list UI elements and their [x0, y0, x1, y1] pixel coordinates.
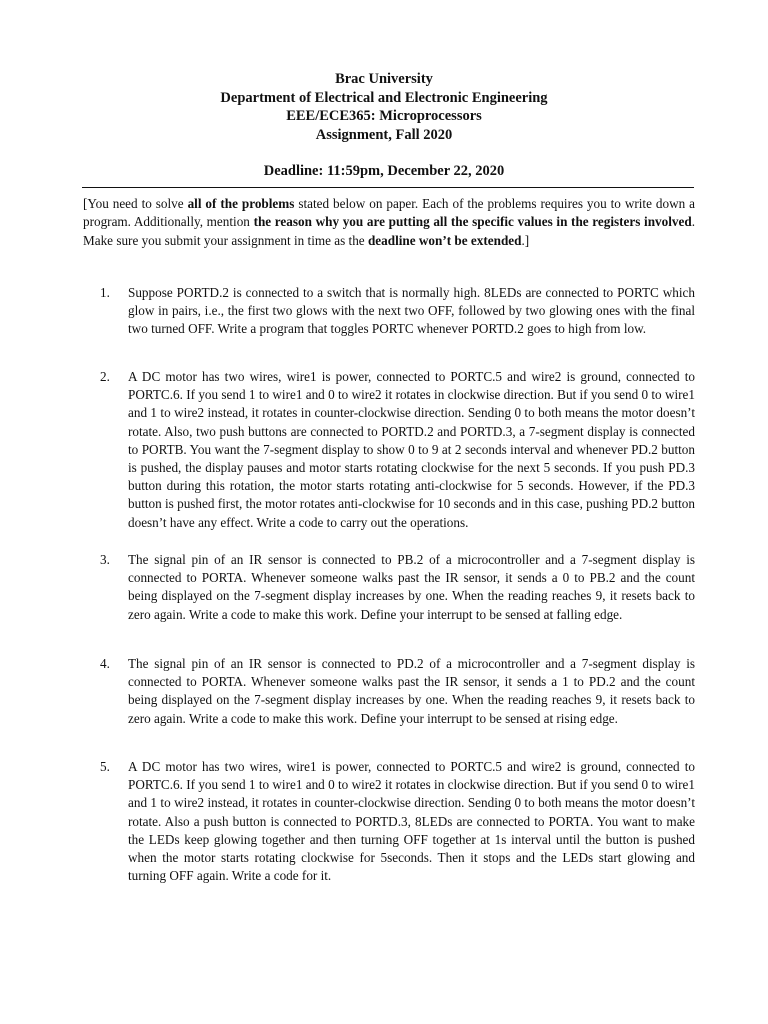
- university-name: Brac University: [335, 71, 433, 87]
- assignment-title: Assignment, Fall 2020: [315, 126, 453, 143]
- problem-text: A DC motor has two wires, wire1 is power, connected to PORTC.5 and wire2 is ground, connected to PORTC.6. If you send 1 to wire1 and 0 to wire2 it rotates in clockwise direction. But if you send 0 to wire1 and 1 to wire2 instead, it rotates in counter-clockwise direction. Sending 0 to both means the motor doesn’t rotate. Also, two push buttons are connected to PORTD.2 and PORTD.3, a 7-segment display is connected to PORTB. You want the 7-segment display to show 0 to 9 at 2 seconds interval and whenever PD.2 button is pushed, the display pauses and motor starts rotating clockwise for the next 5 seconds. If you push PD.3 button during this rotation, the motor starts rotating anti-clockwise for 5 seconds. However, if the PD.3 button is pushed first, the motor rotates anti-clockwise for 10 seconds and in this case, pushing PD.2 button doesn’t have any effect. Write a code to carry out the operations.: [128, 369, 695, 530]
- problem-number: 2.: [100, 369, 110, 384]
- problem-number: 5.: [100, 759, 110, 774]
- problem-item: [100, 655, 695, 728]
- problem-number: 4.: [100, 656, 110, 671]
- problem-item: [100, 368, 695, 532]
- problem-item: [100, 551, 695, 624]
- problem-text: The signal pin of an IR sensor is connected to PB.2 of a microcontroller and a 7-segment display is connected to PORTA. Whenever someone walks past the IR sensor, it sends a 0 to PB.2 and the count being displayed on the 7-segment display increases by one. When the reading reaches 9, it resets back to zero again. Write a code to make this work. Define your interrupt to be sensed at falling edge.: [128, 552, 695, 622]
- deadline-line: Deadline: 11:59pm, December 22, 2020: [263, 163, 505, 179]
- course-title: EEE/ECE365: Microprocessors: [286, 108, 482, 124]
- intro-text-3: . Make sure you submit your assignment in time as the: [83, 214, 695, 248]
- problem-item: [100, 284, 695, 339]
- intro-text-4: .]: [521, 232, 530, 248]
- intro-bold-2: the reason why you are putting all the specific values in the registers involved: [253, 214, 692, 230]
- intro-bold-1: all of the problems: [187, 196, 295, 211]
- intro-text-1: [You need to solve: [83, 196, 188, 211]
- problem-text: The signal pin of an IR sensor is connected to PD.2 of a microcontroller and a 7-segment display is connected to PORTA. Whenever someone walks past the IR sensor, it sends a 1 to PD.2 and the count being displayed on the 7-segment display increases by one. When the reading reaches 9, it resets back to zero again. Write a code to make this work. Define your interrupt to be sensed at rising edge.: [128, 656, 695, 726]
- problem-text: Suppose PORTD.2 is connected to a switch that is normally high. 8LEDs are connected to PORTC which glow in pairs, i.e., the first two glows with the next two OFF, followed by two glowing ones with the final two turned OFF. Write a program that toggles PORTC whenever PORTD.2 goes to high from low.: [128, 285, 695, 337]
- problem-number: 3.: [100, 552, 110, 567]
- intro-bold-3: deadline won’t be extended: [367, 232, 522, 248]
- department-name: Department of Electrical and Electronic Engineering: [220, 89, 548, 106]
- problem-text: A DC motor has two wires, wire1 is power, connected to PORTC.5 and wire2 is ground, connected to PORTC.6. If you send 1 to wire1 and 0 to wire2 it rotates in clockwise direction. But if you send 0 to wire1 and 1 to wire2 instead, it rotates in counter-clockwise direction. Sending 0 to both means the motor doesn’t rotate. Also a push button is connected to PORTD.3, 8LEDs are connected to PORTA. You want to make the LEDs keep glowing together and then turning OFF together at 1s interval until the button is pushed when the motor starts rotating clockwise for 5seconds. Then it stops and the LEDs start glowing and turning OFF again. Write a code for it.: [128, 759, 695, 884]
- problem-number: 1.: [100, 285, 110, 300]
- intro-text-2: stated below on paper. Each of the problems requires you to write down a program. Additionally, mention: [83, 196, 695, 230]
- problem-item: [100, 758, 695, 885]
